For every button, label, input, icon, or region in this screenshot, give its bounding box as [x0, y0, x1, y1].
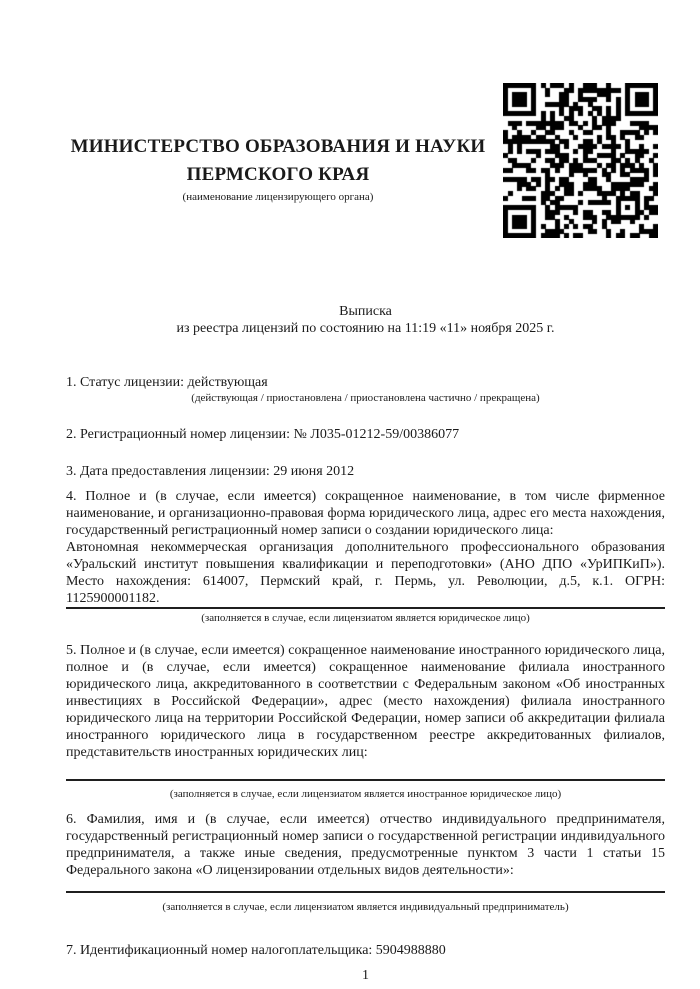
foreign-entity-caption: (заполняется в случае, если лицензиатом является иностранное юридическое лицо) [169, 788, 562, 800]
item-entrepreneur [66, 811, 665, 914]
licensing-authority-header [66, 133, 490, 204]
item-license-status [66, 374, 665, 405]
entrepreneur-caption: (заполняется в случае, если лицензиатом является индивидуальный предприниматель) [162, 901, 569, 913]
legal-entity-value: Автономная некоммерческая организация дополнительного профессионального образования «Уральский институт повышения квалификации и переподготовки» (АНО ДПО «УрИПКиП»). Место нахождения: 614007, Пермский край, г. Пермь, ул. Революции, д.5, к.1. ОГРН: 1125900001182. [66, 540, 665, 606]
legal-entity-label: 4. Полное и (в случае, если имеется) сокращенное наименование, в том числе фирменное наименование, и организационно-правовая форма юридического лица, адрес его места нахождения, государственный регистрационный номер записи о создании юридического лица: [66, 489, 665, 538]
item-taxpayer-number: 7. Идентификационный номер налогоплательщика: 5904988880 [66, 943, 446, 958]
item-registration-number: 2. Регистрационный номер лицензии: № Л035-01212-59/00386077 [66, 427, 460, 442]
item-grant-date: 3. Дата предоставления лицензии: 29 июня 2012 [66, 464, 355, 479]
licensing-authority-caption: (наименование лицензирующего органа) [182, 191, 374, 203]
document-title-line2: из реестра лицензий по состоянию на 11:19 «11» ноября 2025 г. [176, 321, 555, 336]
item-legal-entity [66, 488, 665, 625]
qr-code-icon [503, 83, 658, 238]
page-number: 1 [362, 968, 369, 983]
entrepreneur-fill-line [66, 891, 665, 893]
foreign-entity-fill-line [66, 779, 665, 781]
document-title [66, 303, 665, 337]
legal-entity-caption: (заполняется в случае, если лицензиатом является юридическое лицо) [201, 612, 530, 624]
document-title-line1: Выписка [339, 304, 392, 319]
license-status-options-caption: (действующая / приостановлена / приостановлена частично / прекращена) [191, 392, 540, 404]
ministry-name-line1: МИНИСТЕРСТВО ОБРАЗОВАНИЯ И НАУКИ [70, 136, 486, 157]
legal-entity-fill-line [66, 607, 665, 609]
license-status-text: 1. Статус лицензии: действующая [66, 375, 268, 390]
item-foreign-entity [66, 642, 665, 801]
ministry-name-line2: ПЕРМСКОГО КРАЯ [186, 164, 370, 185]
entrepreneur-label: 6. Фамилия, имя и (в случае, если имеется) отчество индивидуального предпринимателя, государственный регистрационный номер записи о государственной регистрации индивидуального предпринимателя, а также иные сведения, предусмотренные пунктом 3 части 1 статьи 15 Федерального закона «О лицензировании отдельных видов деятельности»: [66, 812, 665, 878]
foreign-entity-label: 5. Полное и (в случае, если имеется) сокращенное наименование иностранного юридического лица, полное и (в случае, если имеется) сокращенное наименование филиала иностранного юридического лица, аккредитованного в соответствии с Федеральным законом «Об иностранных инвестициях в Российской Федерации», адрес (место нахождения) филиала иностранного юридического лица на территории Российской Федерации, номер записи об аккредитации филиала иностранного юридического лица в государственном реестре аккредитованных филиалов, представительств иностранных юридических лиц: [66, 643, 665, 760]
